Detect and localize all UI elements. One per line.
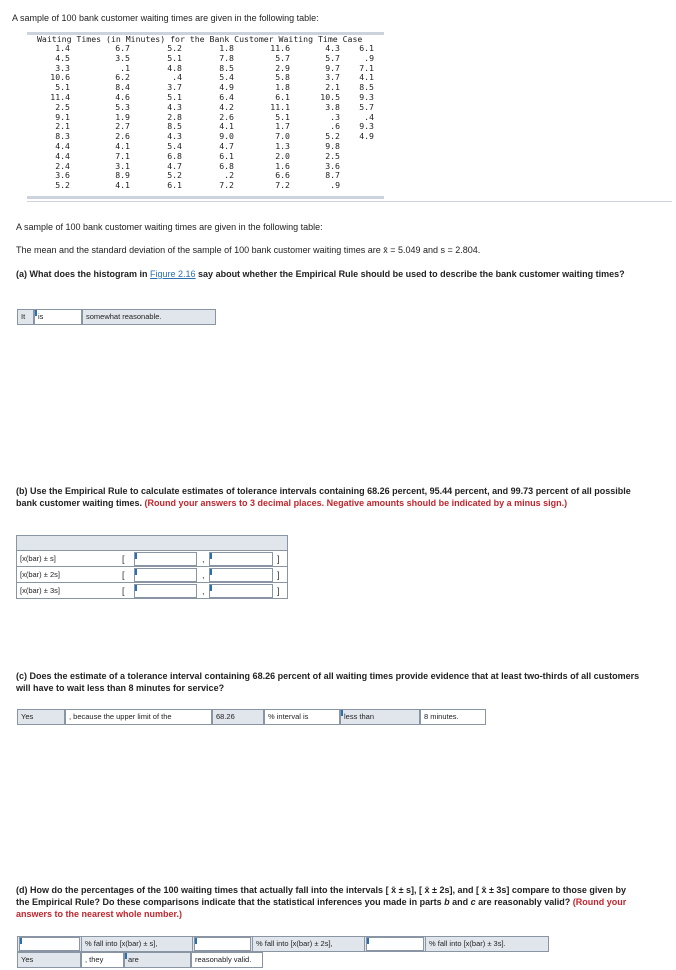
a-it-label: It bbox=[17, 309, 34, 325]
d-fall-2: % fall into [x(bar) ± 2s], bbox=[252, 936, 365, 952]
question-c: (c) Does the estimate of a tolerance interval containing 68.26 percent of all waiting times provide evidence that at least two-thirds of all customers will have to wait less than 8 minutes for service? bbox=[16, 671, 640, 693]
table-cell: 6.4 bbox=[219, 92, 234, 102]
table-cell: 2.5 bbox=[325, 150, 340, 161]
table-cell: 9.8 bbox=[325, 141, 340, 151]
b-open-bracket: [ bbox=[122, 554, 125, 564]
table-cell: 4.8 bbox=[167, 62, 182, 73]
table-cell: 4.4 bbox=[55, 141, 70, 151]
table-cell: 8.4 bbox=[115, 82, 130, 93]
table-cell: 5.1 bbox=[275, 111, 290, 122]
d-input-1[interactable] bbox=[19, 937, 80, 951]
figure-link[interactable]: Figure 2.16 bbox=[150, 269, 196, 279]
c-value-dropdown[interactable]: 68.26 bbox=[212, 709, 264, 725]
table-cell: .6 bbox=[330, 121, 340, 132]
b-upper-input[interactable] bbox=[209, 552, 273, 566]
table-cell: 10.5 bbox=[320, 92, 340, 102]
mean-symbol: x̄ = 5.049 bbox=[383, 245, 421, 255]
table-cell: 6.6 bbox=[275, 170, 290, 181]
b-open-bracket: [ bbox=[122, 586, 125, 596]
d-fall-1: % fall into [x(bar) ± s], bbox=[81, 936, 193, 952]
table-cell: 4.5 bbox=[55, 52, 70, 63]
stats-text: The mean and the standard deviation of the sample of 100 bank customer waiting times are x̄ = 5.049 and s = 2.804. bbox=[16, 245, 481, 255]
b-close-bracket: ] bbox=[277, 586, 280, 596]
b-upper-input[interactable] bbox=[209, 584, 273, 598]
table-cell: 5.2 bbox=[167, 43, 182, 53]
d-they-text: , they bbox=[81, 952, 124, 968]
d-fall-3: % fall into [x(bar) ± 3s]. bbox=[425, 936, 549, 952]
table-cell: 5.2 bbox=[55, 180, 70, 191]
table-cell: .9 bbox=[330, 180, 340, 191]
table-cell: 5.3 bbox=[115, 101, 130, 112]
table-cell: 2.1 bbox=[325, 82, 340, 93]
question-b: (b) Use the Empirical Rule to calculate estimates of tolerance intervals containing 68.26 percent, 95.44 percent, and 99.73 percent of all possible bank customer waiting times. (Round your answers to 3 decimal places. Negative amounts should be indicated by a minus sign.) bbox=[16, 486, 631, 508]
table-cell: 5.8 bbox=[275, 72, 290, 83]
table-cell: 9.1 bbox=[55, 111, 70, 122]
table-cell: 5.1 bbox=[167, 52, 182, 63]
table-cell: .1 bbox=[120, 62, 130, 73]
c-interval-text: % interval is bbox=[264, 709, 340, 725]
table-cell: 2.6 bbox=[115, 131, 130, 142]
table-cell: 6.1 bbox=[275, 92, 290, 102]
c-yes-dropdown[interactable]: Yes bbox=[17, 709, 65, 725]
table-cell: 3.6 bbox=[325, 160, 340, 171]
table-cell: 7.8 bbox=[219, 52, 234, 63]
table-cell: 6.8 bbox=[219, 160, 234, 171]
table-cell: 8.9 bbox=[115, 170, 130, 181]
table-cell: 1.8 bbox=[219, 43, 234, 53]
table-cell: 5.7 bbox=[275, 52, 290, 63]
b-row-label: [x(bar) ± 2s] bbox=[20, 570, 60, 579]
table-cell: 5.2 bbox=[325, 131, 340, 142]
table-cell: 2.7 bbox=[115, 121, 130, 132]
table-cell: 1.7 bbox=[275, 121, 290, 132]
table-scroll-track[interactable] bbox=[27, 201, 672, 202]
table-cell: 4.6 bbox=[115, 92, 130, 102]
table-bottom-rule bbox=[27, 196, 384, 199]
table-cell: 8.5 bbox=[219, 62, 234, 73]
b-comma: , bbox=[202, 570, 205, 580]
table-cell: 2.6 bbox=[219, 111, 234, 122]
table-cell: 2.9 bbox=[275, 62, 290, 73]
table-cell: 4.9 bbox=[359, 131, 374, 142]
table-cell: 7.1 bbox=[115, 150, 130, 161]
table-cell: 5.7 bbox=[325, 52, 340, 63]
table-cell: 1.3 bbox=[275, 141, 290, 151]
table-cell: 2.8 bbox=[167, 111, 182, 122]
c-because-text: , because the upper limit of the bbox=[65, 709, 212, 725]
d-input-3[interactable] bbox=[366, 937, 424, 951]
intro-text-2: A sample of 100 bank customer waiting times are given in the following table: bbox=[16, 222, 323, 232]
table-cell: 6.1 bbox=[359, 43, 374, 53]
table-cell: .2 bbox=[224, 170, 234, 181]
table-cell: 5.4 bbox=[167, 141, 182, 151]
table-cell: 4.7 bbox=[219, 141, 234, 151]
table-cell: 3.6 bbox=[55, 170, 70, 181]
table-cell: 6.2 bbox=[115, 72, 130, 83]
b-comma: , bbox=[202, 554, 205, 564]
table-cell: 6.7 bbox=[115, 43, 130, 53]
table-cell: 7.1 bbox=[359, 62, 374, 73]
b-row-label: [x(bar) ± s] bbox=[20, 554, 56, 563]
table-cell: 9.7 bbox=[325, 62, 340, 73]
c-minutes-text: 8 minutes. bbox=[420, 709, 486, 725]
table-cell: 1.8 bbox=[275, 82, 290, 93]
table-cell: 4.1 bbox=[115, 180, 130, 191]
table-cell: 9.0 bbox=[219, 131, 234, 142]
table-cell: 5.1 bbox=[167, 92, 182, 102]
a-is-dropdown[interactable]: is bbox=[34, 309, 82, 325]
table-cell: 3.7 bbox=[167, 82, 182, 93]
table-cell: 10.6 bbox=[50, 72, 70, 83]
b-open-bracket: [ bbox=[122, 570, 125, 580]
table-cell: 3.7 bbox=[325, 72, 340, 83]
b-close-bracket: ] bbox=[277, 554, 280, 564]
table-cell: 11.6 bbox=[270, 43, 290, 53]
table-cell: 8.3 bbox=[55, 131, 70, 142]
table-cell: 4.3 bbox=[167, 101, 182, 112]
table-header: Waiting Times (in Minutes) for the Bank Customer Waiting Time Case bbox=[37, 34, 363, 44]
table-cell: .9 bbox=[364, 52, 374, 63]
table-cell: 5.4 bbox=[219, 72, 234, 83]
b-close-bracket: ] bbox=[277, 570, 280, 580]
b-table-header bbox=[16, 535, 288, 551]
table-cell: 7.0 bbox=[275, 131, 290, 142]
table-cell: 5.7 bbox=[359, 101, 374, 112]
table-cell: 8.5 bbox=[167, 121, 182, 132]
intro-text: A sample of 100 bank customer waiting times are given in the following table: bbox=[12, 13, 319, 23]
table-cell: 4.3 bbox=[325, 43, 340, 53]
table-cell: 7.2 bbox=[275, 180, 290, 191]
waiting-times-table bbox=[27, 44, 384, 194]
b-row-label: [x(bar) ± 3s] bbox=[20, 586, 60, 595]
b-lower-input[interactable] bbox=[134, 584, 197, 598]
table-cell: 9.3 bbox=[359, 92, 374, 102]
table-cell: 1.4 bbox=[55, 43, 70, 53]
table-cell: 4.2 bbox=[219, 101, 234, 112]
d-yes-dropdown[interactable]: Yes bbox=[17, 952, 81, 968]
table-cell: .3 bbox=[330, 111, 340, 122]
table-cell: .4 bbox=[364, 111, 374, 122]
b-lower-input[interactable] bbox=[134, 568, 197, 582]
d-input-2[interactable] bbox=[194, 937, 251, 951]
table-cell: 7.2 bbox=[219, 180, 234, 191]
table-cell: 2.1 bbox=[55, 121, 70, 132]
b-upper-input[interactable] bbox=[209, 568, 273, 582]
c-less-dropdown[interactable]: less than bbox=[340, 709, 420, 725]
table-cell: 5.2 bbox=[167, 170, 182, 181]
table-cell: 4.4 bbox=[55, 150, 70, 161]
table-cell: 1.6 bbox=[275, 160, 290, 171]
b-lower-input[interactable] bbox=[134, 552, 197, 566]
table-cell: 4.3 bbox=[167, 131, 182, 142]
table-cell: 2.4 bbox=[55, 160, 70, 171]
table-cell: 9.3 bbox=[359, 121, 374, 132]
a-answer-dropdown[interactable]: somewhat reasonable. bbox=[82, 309, 216, 325]
question-d: (d) How do the percentages of the 100 waiting times that actually fall into the intervals [ x̄ ± s], [ x̄ ± 2s], and [ x̄ ± 3s] compare to those given by the Empirical Rule? Do these comparisons indicate that the statistical inferences you made in parts b and c are reasonably valid? (Round your answers to the nearest whole number.) bbox=[16, 885, 627, 919]
table-cell: 8.5 bbox=[359, 82, 374, 93]
table-cell: 6.1 bbox=[219, 150, 234, 161]
table-cell: 5.1 bbox=[55, 82, 70, 93]
table-cell: 8.7 bbox=[325, 170, 340, 181]
d-are-dropdown[interactable]: are bbox=[124, 952, 191, 968]
table-cell: 11.1 bbox=[270, 101, 290, 112]
table-cell: 4.1 bbox=[115, 141, 130, 151]
question-a: (a) What does the histogram in Figure 2.16 say about whether the Empirical Rule should be used to describe the bank customer waiting times? bbox=[16, 269, 625, 279]
table-cell: 4.1 bbox=[359, 72, 374, 83]
table-cell: 2.5 bbox=[55, 101, 70, 112]
d-valid-text: reasonably valid. bbox=[191, 952, 263, 968]
table-cell: 3.3 bbox=[55, 62, 70, 73]
table-cell: 3.5 bbox=[115, 52, 130, 63]
table-cell: 1.9 bbox=[115, 111, 130, 122]
table-cell: 6.1 bbox=[167, 180, 182, 191]
b-comma: , bbox=[202, 586, 205, 596]
table-cell: 6.8 bbox=[167, 150, 182, 161]
table-cell: 3.1 bbox=[115, 160, 130, 171]
table-cell: .4 bbox=[172, 72, 182, 83]
table-cell: 4.9 bbox=[219, 82, 234, 93]
table-cell: 2.0 bbox=[275, 150, 290, 161]
table-cell: 4.7 bbox=[167, 160, 182, 171]
table-cell: 3.8 bbox=[325, 101, 340, 112]
table-cell: 4.1 bbox=[219, 121, 234, 132]
table-cell: 11.4 bbox=[50, 92, 70, 102]
